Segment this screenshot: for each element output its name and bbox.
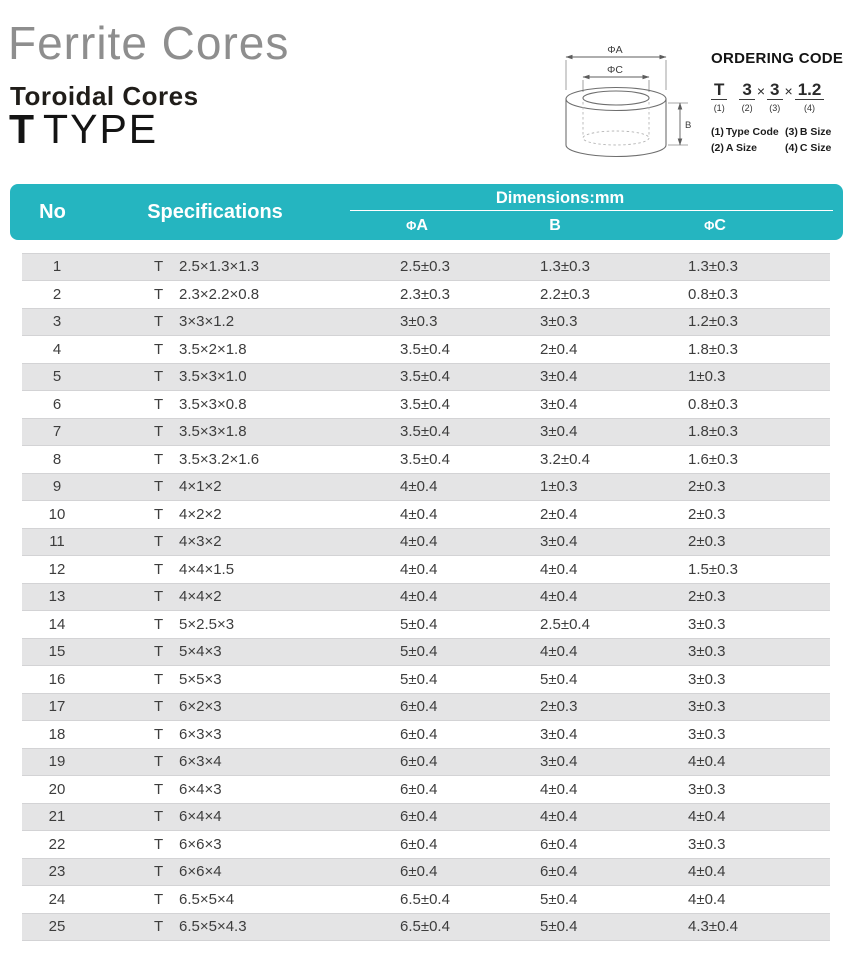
table-row (22, 638, 830, 666)
cell-phi-a: 2.3±0.3 (400, 285, 450, 303)
cell-b: 3.2±0.4 (540, 450, 590, 468)
cell-specification: T 6.5×5×4 (154, 890, 235, 908)
cell-b: 6±0.4 (540, 863, 578, 881)
cell-phi-a: 6±0.4 (400, 863, 438, 881)
table-row (22, 858, 830, 886)
code-part-type: T (1) (711, 81, 727, 113)
cell-specification: T 6×2×3 (154, 698, 222, 716)
cell-specification: T 3.5×3×1.8 (154, 423, 247, 441)
cell-specification: T 6×4×3 (154, 780, 222, 798)
cell-b: 5±0.4 (540, 890, 578, 908)
cell-no: 3 (52, 313, 62, 331)
cell-phi-c: 3±0.3 (688, 643, 726, 661)
table-row (22, 583, 830, 611)
cell-b: 5±0.4 (540, 918, 578, 936)
cell-phi-c: 3±0.3 (688, 780, 726, 798)
page-subtitle: Toroidal Cores (10, 81, 199, 111)
ordering-code-title: ORDERING CODE (711, 50, 844, 67)
cell-specification: T 4×2×2 (154, 505, 222, 523)
table-row (22, 501, 830, 529)
dimensions-label: Dimensions:mm (495, 189, 625, 207)
cell-phi-a: 3.5±0.4 (400, 368, 450, 386)
cell-specification: T 4×4×1.5 (154, 560, 235, 578)
cell-phi-c: 0.8±0.3 (688, 395, 738, 413)
cell-no: 21 (48, 808, 66, 826)
cell-phi-a: 6±0.4 (400, 780, 438, 798)
cell-phi-c: 3±0.3 (688, 725, 726, 743)
ordering-code (711, 81, 845, 113)
cell-no: 1 (52, 258, 62, 276)
cell-b: 4±0.4 (540, 588, 578, 606)
table-body (22, 253, 830, 941)
cell-b: 4±0.4 (540, 643, 578, 661)
table-row (22, 308, 830, 336)
cell-phi-a: 3.5±0.4 (400, 423, 450, 441)
cell-no: 10 (48, 505, 66, 523)
table-header (10, 184, 843, 240)
table-row (22, 913, 830, 941)
cell-no: 12 (48, 560, 66, 578)
cell-no: 9 (52, 478, 62, 496)
cell-phi-c: 1.3±0.3 (688, 258, 738, 276)
cell-specification: T 3.5×2×1.8 (154, 340, 247, 358)
cell-phi-c: 1.8±0.3 (688, 423, 738, 441)
cell-no: 17 (48, 698, 66, 716)
cell-b: 3±0.4 (540, 368, 578, 386)
toroid-diagram-icon (548, 28, 700, 168)
col-header-specifications: Specifications (147, 200, 283, 223)
cell-b: 4±0.4 (540, 808, 578, 826)
legend-type-code: (1) Type Code (711, 125, 779, 138)
cell-b: 2±0.3 (540, 698, 578, 716)
multiply-sign: × (756, 83, 766, 99)
cell-specification: T 6.5×5×4.3 (154, 918, 247, 936)
cell-phi-c: 1.5±0.3 (688, 560, 738, 578)
code-part-b: 3 (3) (767, 81, 782, 113)
cell-phi-a: 2.5±0.3 (400, 258, 450, 276)
cell-no: 6 (52, 395, 62, 413)
table-row (22, 473, 830, 501)
cell-phi-c: 4±0.4 (688, 753, 726, 771)
cell-no: 4 (52, 340, 62, 358)
cell-phi-c: 1.2±0.3 (688, 313, 738, 331)
cell-phi-c: 2±0.3 (688, 478, 726, 496)
cell-phi-a: 5±0.4 (400, 615, 438, 633)
cell-phi-c: 2±0.3 (688, 505, 726, 523)
cell-no: 22 (48, 835, 66, 853)
cell-specification: T 5×5×3 (154, 670, 222, 688)
table-row (22, 556, 830, 584)
table-row (22, 528, 830, 556)
legend-a-size: (2) A Size (711, 141, 757, 154)
cell-b: 3±0.4 (540, 725, 578, 743)
table-row (22, 803, 830, 831)
table-row (22, 693, 830, 721)
table-row (22, 748, 830, 776)
cell-specification: T 4×3×2 (154, 533, 222, 551)
cell-specification: T 6×4×4 (154, 808, 222, 826)
cell-b: 1.3±0.3 (540, 258, 590, 276)
table-row (22, 776, 830, 804)
table-row (22, 418, 830, 446)
cell-b: 3±0.4 (540, 753, 578, 771)
dim-b-label: B (685, 120, 692, 131)
cell-phi-c: 2±0.3 (688, 533, 726, 551)
table-row (22, 886, 830, 914)
cell-specification: T 5×4×3 (154, 643, 222, 661)
cell-phi-a: 3.5±0.4 (400, 450, 450, 468)
cell-phi-a: 4±0.4 (400, 478, 438, 496)
cell-specification: T 2.5×1.3×1.3 (154, 258, 260, 276)
cell-phi-c: 3±0.3 (688, 835, 726, 853)
cell-b: 3±0.4 (540, 395, 578, 413)
cell-specification: T 3.5×3.2×1.6 (154, 450, 260, 468)
cell-phi-c: 1±0.3 (688, 368, 726, 386)
cell-phi-c: 1.8±0.3 (688, 340, 738, 358)
cell-b: 3±0.4 (540, 423, 578, 441)
cell-no: 14 (48, 615, 66, 633)
cell-b: 4±0.4 (540, 780, 578, 798)
cell-b: 2±0.4 (540, 505, 578, 523)
cell-phi-c: 3±0.3 (688, 698, 726, 716)
table-row (22, 831, 830, 859)
table-row (22, 721, 830, 749)
dim-phi-a-label: ΦA (607, 44, 623, 56)
col-header-phi-c: ΦC (704, 216, 726, 234)
cell-b: 1±0.3 (540, 478, 578, 496)
cell-phi-a: 6±0.4 (400, 808, 438, 826)
table-row (22, 391, 830, 419)
cell-specification: T 5×2.5×3 (154, 615, 235, 633)
cell-phi-c: 3±0.3 (688, 615, 726, 633)
cell-no: 18 (48, 725, 66, 743)
cell-b: 6±0.4 (540, 835, 578, 853)
cell-specification: T 6×3×4 (154, 753, 222, 771)
table-row (22, 666, 830, 694)
table-row (22, 611, 830, 639)
table-row (22, 253, 830, 281)
cell-phi-a: 6±0.4 (400, 753, 438, 771)
cell-phi-a: 3±0.3 (400, 313, 438, 331)
cell-phi-c: 4±0.4 (688, 808, 726, 826)
table-row (22, 336, 830, 364)
col-header-phi-a: ΦA (406, 216, 428, 234)
cell-phi-c: 2±0.3 (688, 588, 726, 606)
cell-phi-a: 4±0.4 (400, 533, 438, 551)
type-heading-rest: TYPE (43, 106, 159, 152)
cell-phi-c: 3±0.3 (688, 670, 726, 688)
page-title: Ferrite Cores (8, 17, 290, 69)
dim-phi-c-label: ΦC (607, 64, 623, 76)
cell-phi-a: 4±0.4 (400, 505, 438, 523)
cell-phi-a: 3.5±0.4 (400, 395, 450, 413)
cell-phi-a: 4±0.4 (400, 588, 438, 606)
cell-no: 11 (49, 533, 65, 551)
cell-specification: T 6×3×3 (154, 725, 222, 743)
cell-no: 8 (52, 450, 62, 468)
type-heading (9, 106, 158, 153)
legend-b-size: (3) B Size (785, 125, 832, 138)
table-row (22, 281, 830, 309)
code-part-a: 3 (2) (739, 81, 754, 113)
cell-specification: T 6×6×3 (154, 835, 222, 853)
cell-phi-c: 4.3±0.4 (688, 918, 738, 936)
cell-phi-a: 5±0.4 (400, 670, 438, 688)
cell-phi-a: 6.5±0.4 (400, 890, 450, 908)
cell-phi-a: 6.5±0.4 (400, 918, 450, 936)
cell-b: 3±0.3 (540, 313, 578, 331)
cell-no: 23 (48, 863, 66, 881)
cell-phi-a: 4±0.4 (400, 560, 438, 578)
cell-specification: T 3×3×1.2 (154, 313, 235, 331)
table-row (22, 446, 830, 474)
cell-no: 16 (48, 670, 66, 688)
cell-b: 2±0.4 (540, 340, 578, 358)
cell-no: 15 (48, 643, 66, 661)
table-row (22, 363, 830, 391)
cell-phi-c: 1.6±0.3 (688, 450, 738, 468)
cell-phi-a: 6±0.4 (400, 698, 438, 716)
cell-no: 5 (52, 368, 62, 386)
cell-specification: T 6×6×4 (154, 863, 222, 881)
cell-specification: T 4×1×2 (154, 478, 222, 496)
cell-no: 24 (48, 890, 66, 908)
cell-b: 3±0.4 (540, 533, 578, 551)
cell-specification: T 4×4×2 (154, 588, 222, 606)
cell-no: 19 (48, 753, 66, 771)
code-part-c: 1.2 (4) (795, 81, 825, 113)
multiply-sign: × (784, 83, 793, 99)
col-header-no: No (39, 200, 66, 223)
cell-no: 13 (48, 588, 66, 606)
cell-specification: T 2.3×2.2×0.8 (154, 285, 260, 303)
cell-phi-a: 3.5±0.4 (400, 340, 450, 358)
col-group-dimensions (335, 184, 843, 240)
cell-no: 20 (48, 780, 66, 798)
type-code-letter: T (9, 106, 35, 152)
ordering-code-section (711, 50, 845, 154)
cell-phi-a: 6±0.4 (400, 835, 438, 853)
cell-specification: T 3.5×3×1.0 (154, 368, 247, 386)
cell-no: 2 (52, 285, 62, 303)
cell-no: 7 (52, 423, 62, 441)
cell-phi-a: 5±0.4 (400, 643, 438, 661)
cell-phi-c: 4±0.4 (688, 890, 726, 908)
cell-b: 2.2±0.3 (540, 285, 590, 303)
cell-no: 25 (48, 918, 66, 936)
cell-b: 4±0.4 (540, 560, 578, 578)
cell-phi-c: 0.8±0.3 (688, 285, 738, 303)
cell-phi-c: 4±0.4 (688, 863, 726, 881)
cell-b: 2.5±0.4 (540, 615, 590, 633)
cell-b: 5±0.4 (540, 670, 578, 688)
cell-phi-a: 6±0.4 (400, 725, 438, 743)
cell-specification: T 3.5×3×0.8 (154, 395, 247, 413)
ordering-code-legend (711, 126, 845, 154)
col-header-b: B (549, 216, 561, 234)
legend-c-size: (4) C Size (785, 141, 832, 154)
